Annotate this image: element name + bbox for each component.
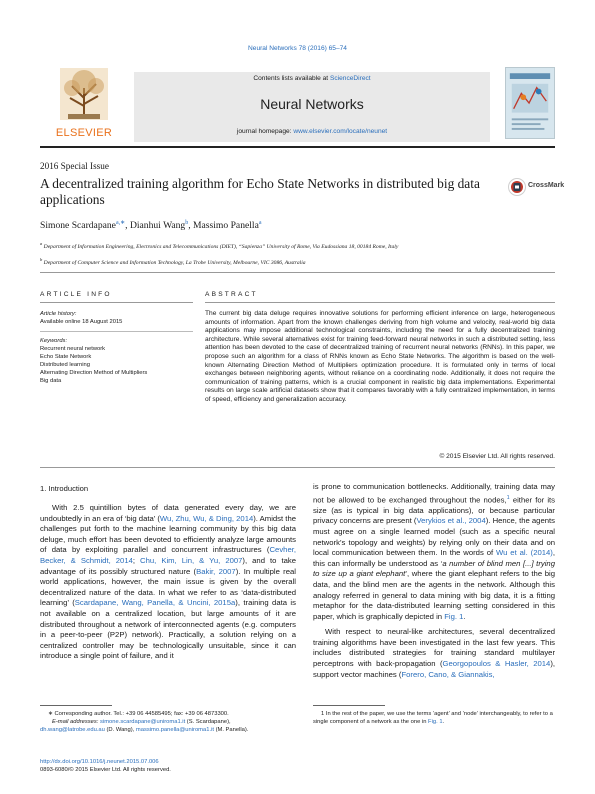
footnote-divider [313, 705, 385, 706]
body-paragraph [313, 627, 555, 680]
figure-link[interactable]: Fig. 1 [428, 719, 443, 726]
special-issue-label: 2016 Special Issue [40, 161, 109, 171]
journal-reference[interactable]: Neural Networks 78 (2016) 65–74 [248, 45, 347, 52]
citation-link[interactable]: Bakir, 2007 [196, 566, 236, 576]
keywords-label: Keywords: [40, 338, 68, 344]
footnote-text: Corresponding author. Tel.: +39 06 44585495; fax: +39 06 4873300. [52, 711, 229, 717]
affiliation-mark: a [40, 241, 43, 246]
citation-link[interactable]: Verykios et al., 2004 [416, 516, 486, 526]
affiliation-mark: b [40, 257, 43, 262]
body-column-right [313, 482, 555, 680]
citation-link[interactable]: Wu, Zhu, Wu, & Ding, 2014 [159, 513, 254, 523]
citation-link[interactable]: Wu et al. (2014) [496, 548, 553, 558]
email-owner: (M. Panella). [213, 727, 249, 734]
abstract-divider [205, 302, 555, 303]
keyword-item: Echo State Network [40, 354, 92, 360]
keyword-item: Alternating Direction Method of Multipliers [40, 370, 148, 376]
citation-link[interactable]: Scardapane, Wang, Panella, & Uncini, 2015a [74, 598, 236, 608]
publisher-name: ELSEVIER [55, 127, 113, 139]
footnote-corresponding [40, 710, 296, 735]
author-list [40, 219, 262, 231]
email-line [40, 718, 296, 726]
author-name: Massimo Panella [193, 220, 259, 232]
body-paragraph [313, 482, 555, 622]
history-value: Available online 18 August 2015 [40, 319, 123, 325]
journal-title: Neural Networks [260, 96, 364, 112]
footnote-mark: ∗ [48, 711, 53, 717]
email-label: E-mail addresses: [52, 719, 99, 726]
body-text: either for its size (as is typical in big data applications), or because particular privacy concerns are present ( [313, 495, 556, 526]
body-text: ). In multiple real world applications, however, the main issue is given by the overall decentralized nature of the data. In what we refer to as ‘data-distributed learning’ ( [40, 566, 296, 608]
homepage-link[interactable]: www.elsevier.com/locate/neunet [293, 128, 388, 135]
body-column-left [40, 503, 296, 662]
body-text: ; [132, 555, 141, 565]
keywords [40, 337, 193, 385]
crossmark-badge[interactable] [508, 178, 565, 196]
affiliation-divider [40, 272, 555, 273]
citation-link[interactable]: Forero, Cano, & Giannakis, [401, 669, 495, 679]
footnote-text: In the rest of the paper, we use the terms ‘agent’ and ‘node’ interchangeably, to refer to a single component of a network as the one in [313, 711, 553, 726]
citation-link[interactable]: Fig. 1 [444, 611, 464, 621]
body-text: is prone to communication bottlenecks. Additionally, training data may not be allowed to be exchanged throughout the nodes, [313, 482, 555, 505]
sciencedirect-link[interactable]: ScienceDirect [329, 75, 371, 82]
footnote-1 [313, 710, 555, 726]
affiliation-text: Department of Information Engineering, Electronics and Telecommunications (DIET), “Sapienza” University of Rome, Via Eudossiana 18, 00184 Rome, Italy [43, 243, 399, 250]
article-history [40, 310, 193, 326]
author-separator: , [125, 220, 130, 232]
email-link[interactable]: massimo.panella@uniroma1.it [135, 727, 214, 734]
history-label: Article history: [40, 311, 77, 317]
doi-block [40, 758, 171, 774]
author-superscript[interactable]: b [185, 220, 189, 226]
body-text: , this can informally be understood as ‘ [313, 548, 555, 568]
citation-link[interactable]: Cevher, Becker, & Schmidt, 2014 [40, 545, 296, 565]
homepage-prefix: journal homepage: [236, 128, 294, 135]
body-text: With 2.5 quintillion bytes of data generated every day, we are undoubtedly in an era of ‘big data’ ( [40, 503, 296, 523]
citation-link[interactable]: 1 [506, 494, 510, 501]
email-owner: (D. Wang), [104, 727, 136, 734]
author-superscript[interactable]: a,∗ [115, 220, 126, 226]
crossmark-icon [508, 178, 526, 196]
body-text: ’, where the giant elephant refers to the big data, and the blind men are the agents in the network. Although this analogy referred in general to data mining with big data, it is a fitting metaphor for the data-distributed learning setting considered in this paper, which is graphically depicted in [313, 569, 555, 621]
corresponding-author-note [40, 710, 296, 718]
crossmark-label: CrossMark [528, 182, 565, 189]
issn-line: 0893-6080/© 2015 Elsevier Ltd. All rights reserved. [40, 767, 171, 773]
email-owner: (S. Scardapane), [185, 719, 231, 726]
footnote-text: . [442, 719, 445, 726]
citation-link[interactable]: Georgopoulos & Hasler, 2014 [442, 659, 551, 669]
journal-cover-image [505, 67, 555, 139]
keyword-item: Recurrent neural network [40, 346, 106, 352]
body-text: ). Hence, the agents must agree on a single learned model (such as a specific neural network’s topology and weights) by relying only on their data and on local communication between them. In the words of [313, 516, 555, 558]
affiliation-text: Department of Computer Science and Information Technology, La Trobe University, Melbourne, VIC 3086, Australia [43, 259, 306, 266]
author-superscript[interactable]: a [258, 220, 262, 226]
keyword-item: Distributed learning [40, 362, 90, 368]
abstract-body: The current big data deluge requires innovative solutions for performing efficient inference on large, heterogeneous amounts of information. Apart from the known challenges deriving from high volume and velocity, real-world big data applications may impose additional technological constraints, including the need for a fully decentralized training architecture. While several alternatives exist for training feed-forward neural networks in such a distributed setting, less attention has been devoted to the case of decentralized training of recurrent neural networks (RNNs). In this paper, we propose such an algorithm for a class of RNNs known as Echo State Networks. The algorithm is based on the well-known Alternating Direction Method of Multipliers optimization procedure. It is formulated only in terms of local exchanges between neighboring agents, without reliance on a coordinating node. Additionally, it does not require the communication of training patterns, which is a crucial component in realistic big data implementations. Experimental results on large scale artificial datasets show that it compares favorably with a fully centralized implementation, in terms of speed, efficiency and generalization accuracy. [205, 310, 555, 403]
body-text: a number of blind men [...] trying to size up a giant elephant [313, 558, 555, 579]
affiliation-b [40, 257, 510, 266]
email-link[interactable]: dh.wang@latrobe.edu.au [40, 727, 105, 734]
abstract-heading: ABSTRACT [205, 291, 258, 298]
contents-prefix: Contents lists available at [253, 75, 330, 82]
author-name: Dianhui Wang [129, 220, 186, 232]
body-paragraph [40, 503, 296, 662]
keyword-item: Big data [40, 378, 62, 384]
body-text: With respect to neural-like architectures, several decentralized training algorithms have been investigated in the last few years. This includes distributed strategies for training standard multilayer perceptrons with back-propagation ( [313, 627, 555, 669]
author-separator: , [188, 220, 194, 232]
body-text: ), and to take advantage of its possibly structured nature ( [40, 555, 296, 576]
abstract-bottom-divider [40, 467, 555, 468]
homepage-line [134, 128, 490, 135]
doi-link[interactable]: http://dx.doi.org/10.1016/j.neunet.2015.07.006 [40, 759, 159, 765]
header-divider [40, 146, 555, 148]
body-text: ), support vector machines ( [313, 659, 556, 679]
citation-link[interactable]: Chu, Kim, Lin, & Yu, 2007 [140, 555, 243, 565]
body-text: . [463, 611, 466, 621]
affiliation-a [40, 240, 510, 251]
section-heading: 1. Introduction [40, 484, 89, 493]
footnote-divider [40, 705, 112, 706]
contents-line [134, 75, 490, 82]
email-link[interactable]: simone.scardapane@uniroma1.it [100, 719, 186, 726]
email-line [40, 726, 296, 734]
author-name: Simone Scardapane [40, 220, 116, 232]
footnote-mark: 1 [321, 711, 325, 717]
paper-title: A decentralized training algorithm for Echo State Networks in distributed big data applications [40, 176, 480, 207]
body-text: ), training data is not available on a centralized location, but large amounts of it are distributed throughout a network of interconnected agents (e.g. computers in a peer-to-peer (P2P) network). Practically, a solution relying on a centralized controller may be technologically unsuitable, since it can introduce a single point of failure, and it [40, 598, 296, 661]
article-info-heading: ARTICLE INFO [40, 291, 112, 298]
body-text: ). Amidst the challenges put forth to the machine learning community by this big data deluge, much effort has been devoted to efficiently analyze large amounts of data by exploiting parallel and concurrent infrastructures ( [40, 513, 296, 555]
article-info-divider [40, 302, 193, 303]
keywords-divider [40, 331, 193, 332]
copyright-notice: © 2015 Elsevier Ltd. All rights reserved. [439, 453, 555, 460]
